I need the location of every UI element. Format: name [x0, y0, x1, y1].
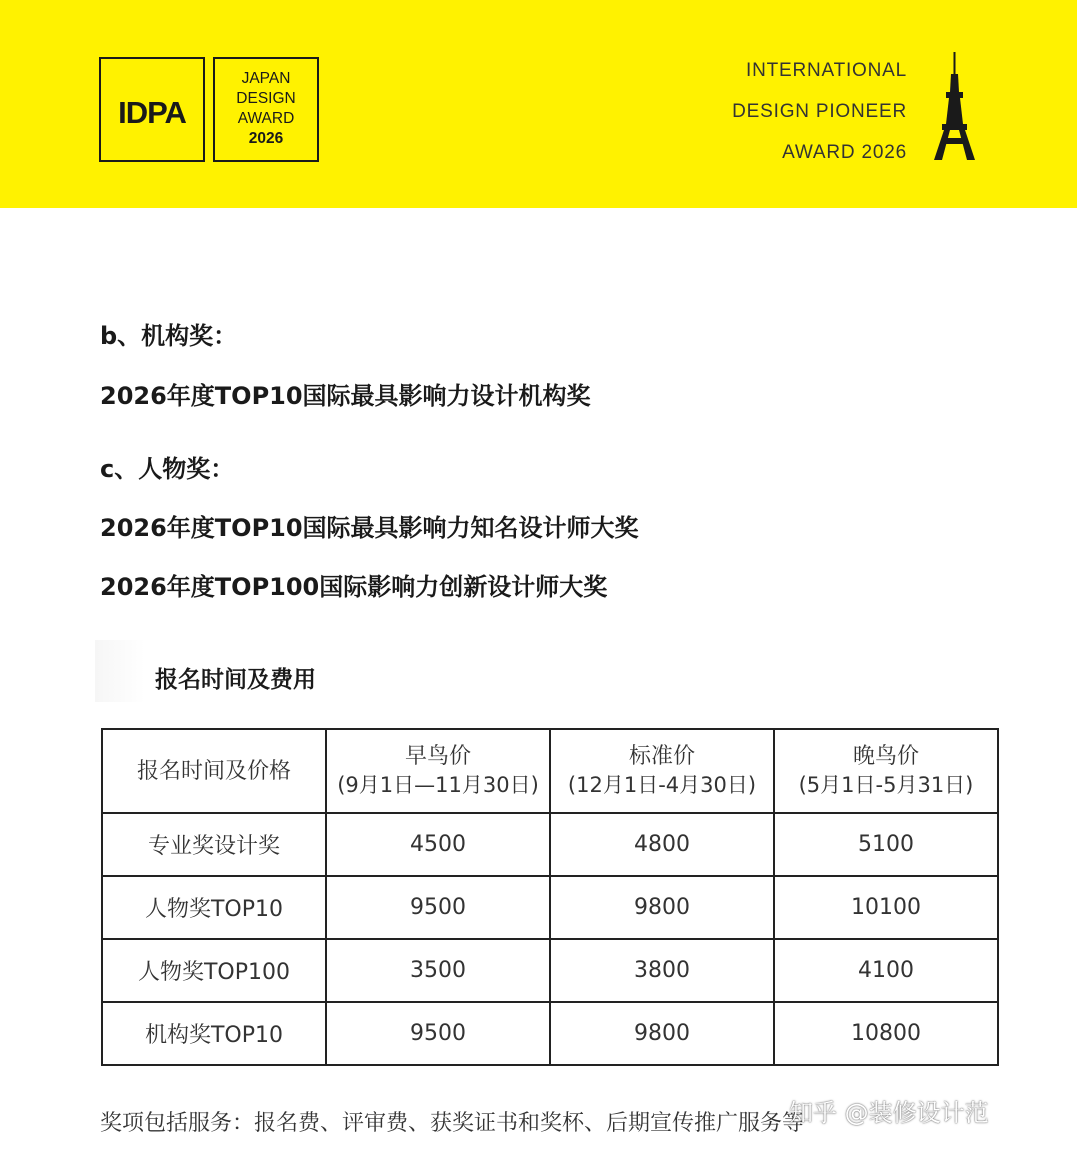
section-b-label: b、机构奖：: [100, 322, 238, 350]
header-standard: [550, 729, 774, 813]
price-cell: 9500: [326, 1002, 550, 1065]
award-name-line-3: AWARD 2026: [782, 142, 907, 163]
zhihu-watermark: 知乎 @装修设计范: [789, 1099, 989, 1127]
row-label: 人物奖TOP100: [102, 939, 326, 1002]
tokyo-tower-icon: [930, 52, 980, 164]
price-cell: 9500: [326, 876, 550, 939]
standard-period: (12月1日-4月30日): [567, 773, 757, 797]
services-note: 奖项包括服务：报名费、评审费、获奖证书和奖杯、后期宣传推广服务等: [100, 1111, 805, 1136]
section-c-item-1: 2026年度TOP10国际最具影响力知名设计师大奖: [100, 514, 639, 542]
row-label: 人物奖TOP10: [102, 876, 326, 939]
table-row: [102, 1002, 998, 1065]
row-label: 机构奖TOP10: [102, 1002, 326, 1065]
award-name-line-1: INTERNATIONAL: [745, 60, 907, 81]
table-header-row: [102, 729, 998, 813]
header-early-bird: [326, 729, 550, 813]
logo-line-1: JAPAN: [241, 70, 291, 87]
section-c-item-2: 2026年度TOP100国际影响力创新设计师大奖: [100, 573, 608, 601]
price-cell: 9800: [550, 1002, 774, 1065]
logo-line-2: DESIGN: [236, 90, 296, 107]
price-cell: 9800: [550, 876, 774, 939]
japan-design-award-logo: [213, 57, 319, 162]
pricing-table: [101, 728, 999, 1066]
idpa-logo: [99, 57, 205, 162]
idpa-logo-text: IDPA: [118, 95, 186, 130]
price-cell: 10100: [774, 876, 998, 939]
subtitle-shade: [95, 640, 145, 702]
header-late-bird: [774, 729, 998, 813]
early-bird-name: 早鸟价: [404, 744, 471, 769]
price-cell: 5100: [774, 813, 998, 876]
price-cell: 4500: [326, 813, 550, 876]
price-cell: 4100: [774, 939, 998, 1002]
logo-line-4: 2026: [248, 130, 284, 147]
section-b-item-1: 2026年度TOP10国际最具影响力设计机构奖: [100, 382, 591, 410]
price-cell: 10800: [774, 1002, 998, 1065]
table-row: [102, 876, 998, 939]
early-bird-period: (9月1日—11月30日): [337, 773, 539, 797]
section-c-label: c、人物奖：: [100, 455, 235, 483]
header-banner: [0, 0, 1077, 208]
row-label: 专业奖设计奖: [102, 813, 326, 876]
price-cell: 3500: [326, 939, 550, 1002]
standard-name: 标准价: [628, 744, 695, 769]
price-cell: 3800: [550, 939, 774, 1002]
late-bird-name: 晚鸟价: [852, 744, 919, 769]
price-cell: 4800: [550, 813, 774, 876]
logo-line-3: AWARD: [237, 110, 295, 127]
header-corner-cell: 报名时间及价格: [102, 729, 326, 813]
table-row: [102, 813, 998, 876]
table-row: [102, 939, 998, 1002]
late-bird-period: (5月1日-5月31日): [798, 773, 974, 797]
pricing-title: 报名时间及费用: [155, 667, 316, 693]
award-name-line-2: DESIGN PIONEER: [732, 101, 907, 122]
